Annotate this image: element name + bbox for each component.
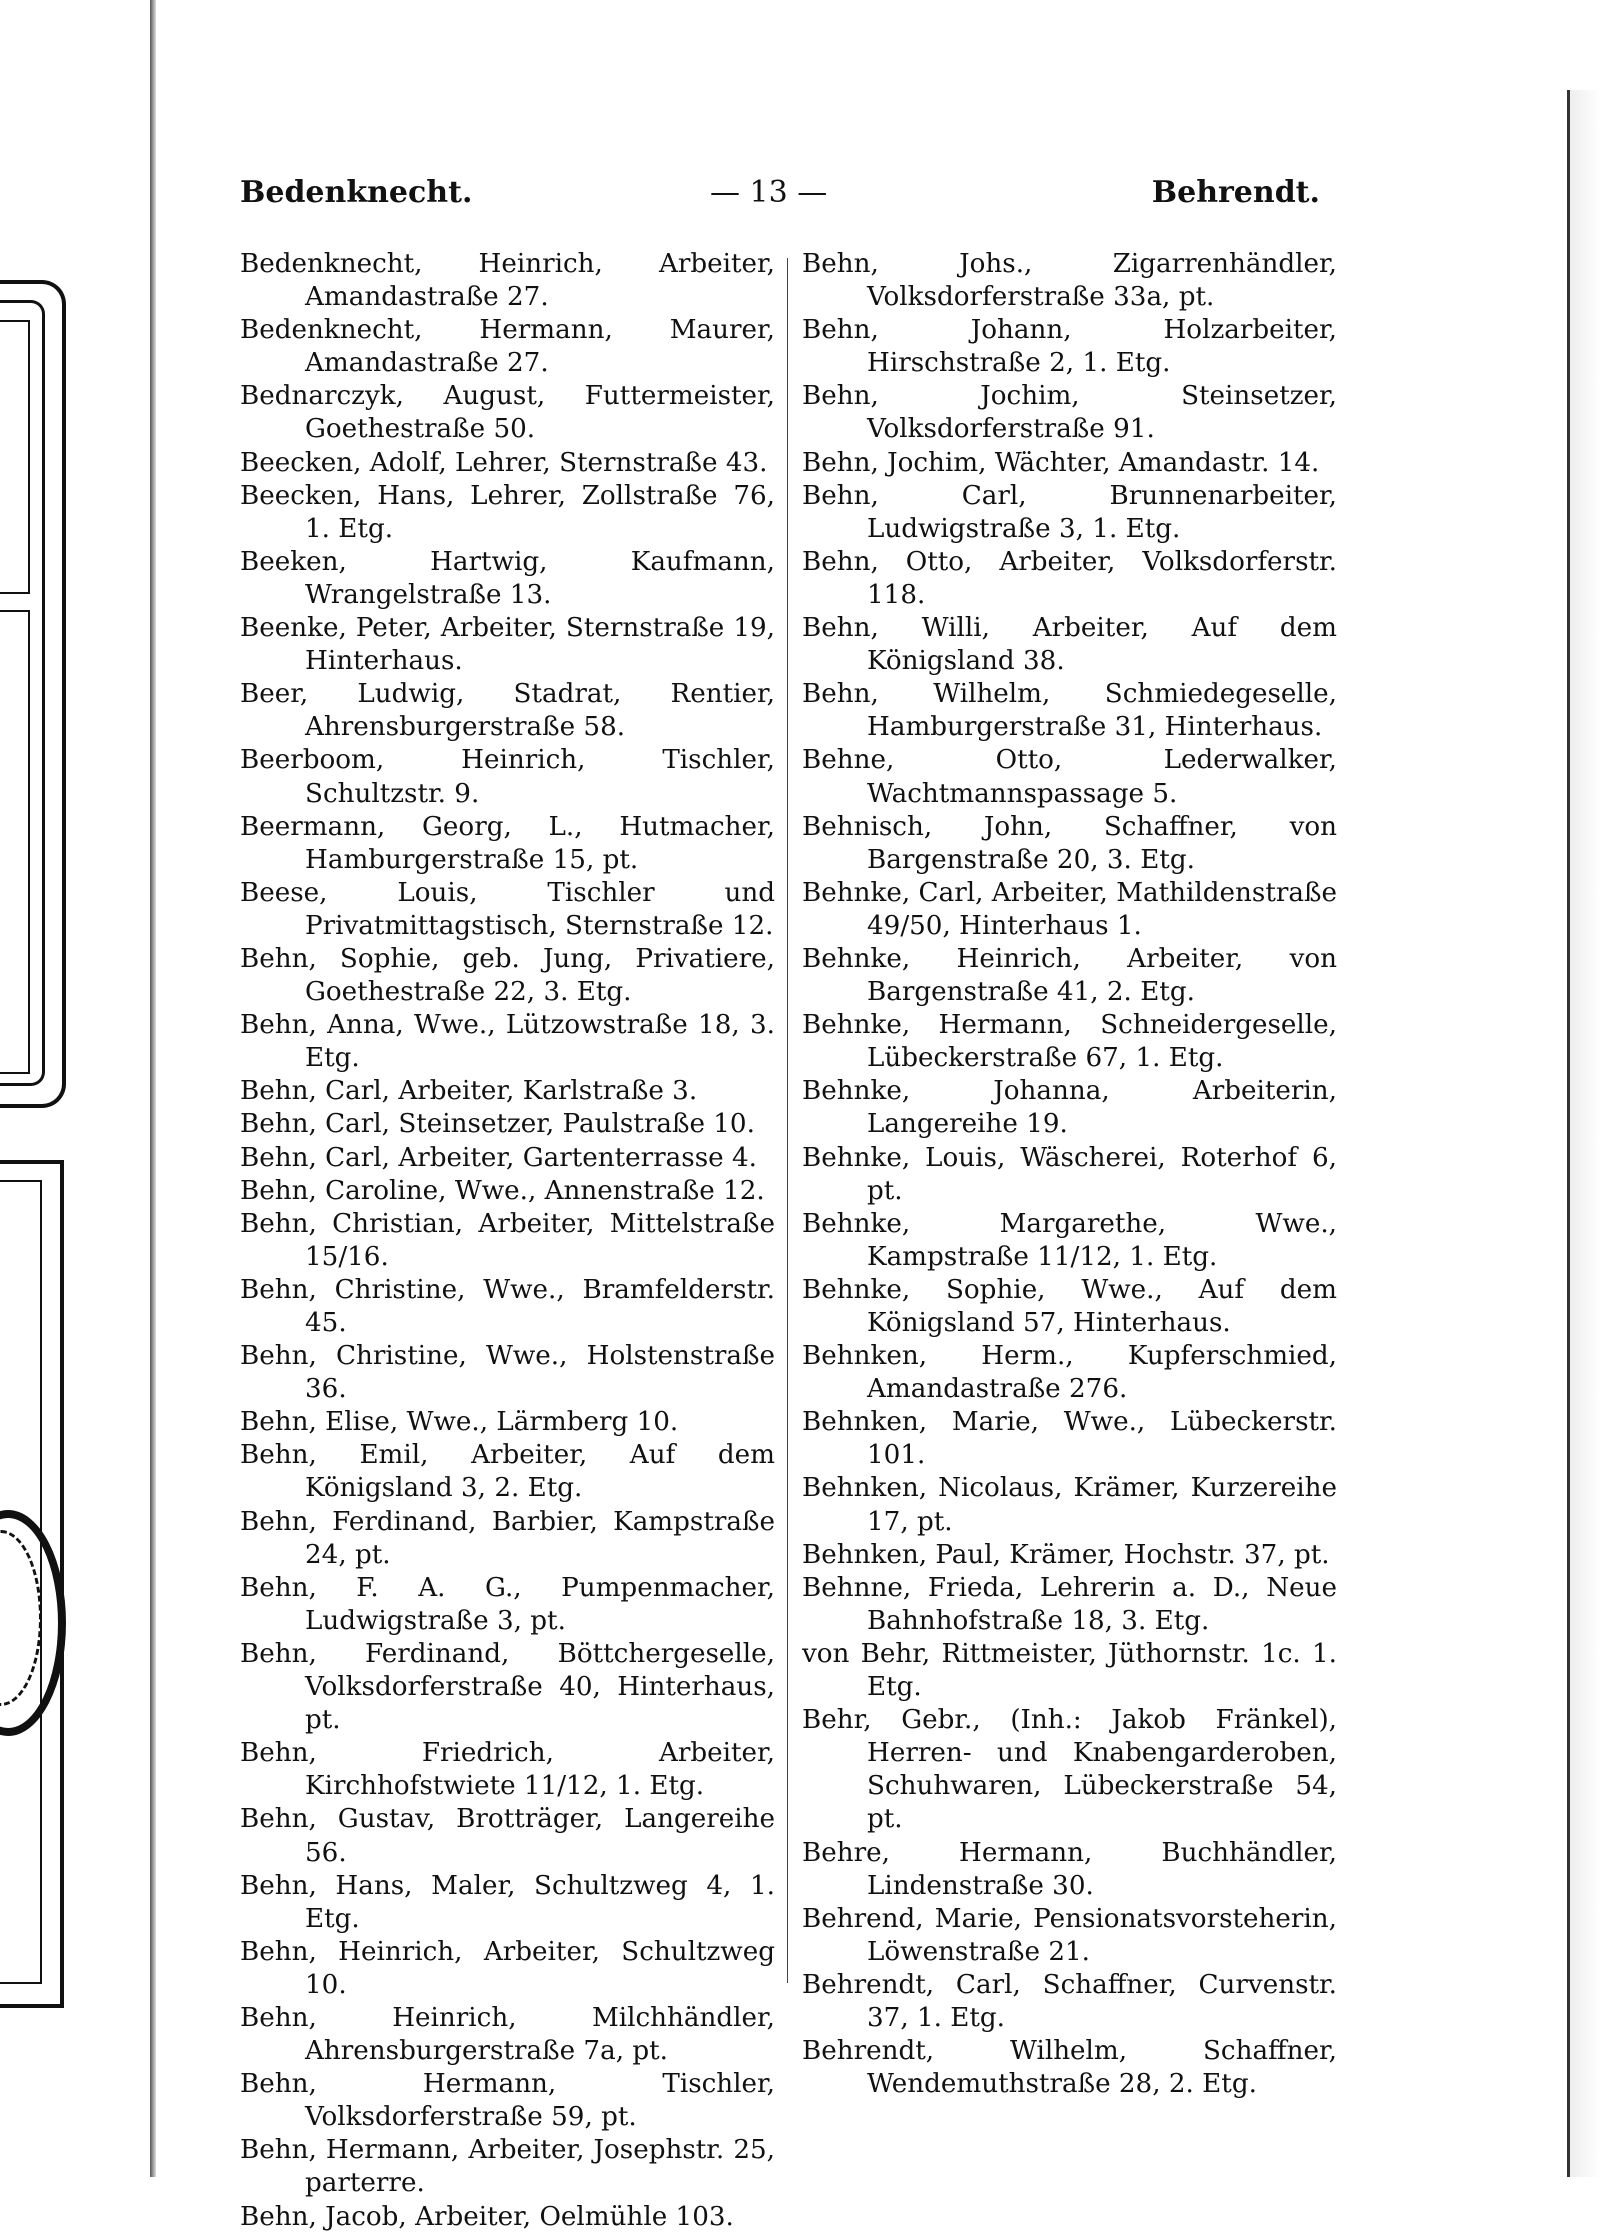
directory-entry: von Behr, Rittmeister, Jüthornstr. 1c. 1. Etg. <box>802 1638 1337 1703</box>
directory-entry: Behrend, Marie, Pensionatsvorsteherin, Löwenstraße 21. <box>802 1903 1337 1967</box>
directory-entry: Behrendt, Carl, Schaffner, Curvenstr. 37, 1. Etg. <box>802 1969 1337 2033</box>
directory-entry: Behn, Friedrich, Arbeiter, Kirchhofstwiete 11/12, 1. Etg. <box>240 1738 775 1802</box>
directory-entry: Behn, Hermann, Arbeiter, Josephstr. 25, parterre. <box>240 2135 775 2199</box>
directory-entry: Behn, F. A. G., Pumpenmacher, Ludwigstraße 3, pt. <box>240 1572 775 1636</box>
directory-entry: Behn, Christine, Wwe., Holstenstraße 36. <box>240 1341 775 1405</box>
facing-page-box <box>0 320 30 594</box>
left-column <box>240 248 775 2234</box>
directory-entry: Behn, Sophie, geb. Jung, Privatiere, Goethestraße 22, 3. Etg. <box>240 943 775 1008</box>
directory-entry: Behnke, Hermann, Schneidergeselle, Lübeckerstraße 67, 1. Etg. <box>802 1010 1337 1074</box>
directory-entry: Behn, Willi, Arbeiter, Auf dem Königsland 38. <box>802 613 1337 677</box>
right-column <box>802 248 1337 2101</box>
directory-entry: Behn, Caroline, Wwe., Annenstraße 12. <box>240 1175 765 1206</box>
directory-entry: Beecken, Hans, Lehrer, Zollstraße 76, 1. Etg. <box>240 480 775 544</box>
directory-entry: Behn, Hermann, Tischler, Volksdorferstraße 59, pt. <box>240 2069 775 2133</box>
facing-page <box>0 0 155 2177</box>
directory-entry: Behnken, Marie, Wwe., Lübeckerstr. 101. <box>802 1407 1337 1471</box>
directory-entry: Bedenknecht, Heinrich, Arbeiter, Amandastraße 27. <box>240 249 775 313</box>
directory-entry: Behr, Gebr., (Inh.: Jakob Fränkel), Herren- und Knabengarderoben, Schuhwaren, Lübeckerstraße 54, pt. <box>802 1705 1337 1835</box>
directory-entry: Behn, Christine, Wwe., Bramfelderstr. 45. <box>240 1274 775 1338</box>
directory-entry: Behnke, Louis, Wäscherei, Roterhof 6, pt. <box>802 1142 1337 1206</box>
directory-entry: Behn, Carl, Arbeiter, Gartenterrasse 4. <box>240 1142 757 1173</box>
directory-entry: Behn, Emil, Arbeiter, Auf dem Königsland 3, 2. Etg. <box>240 1440 775 1504</box>
directory-entry: Behn, Elise, Wwe., Lärmberg 10. <box>240 1407 679 1438</box>
directory-entry: Behn, Heinrich, Milchhändler, Ahrensburgerstraße 7a, pt. <box>240 2002 775 2067</box>
directory-entry: Behn, Wilhelm, Schmiedegeselle, Hamburgerstraße 31, Hinterhaus. <box>802 679 1337 743</box>
directory-entry: Behnken, Herm., Kupferschmied, Amandastraße 276. <box>802 1341 1337 1405</box>
header-first-entry: Bedenknecht. <box>240 175 473 210</box>
running-header <box>240 175 1320 225</box>
directory-entry: Behnke, Sophie, Wwe., Auf dem Königsland 57, Hinterhaus. <box>802 1274 1337 1338</box>
directory-entry: Behrendt, Wilhelm, Schaffner, Wendemuthstraße 28, 2. Etg. <box>802 2036 1337 2100</box>
directory-entry: Behn, Jochim, Wächter, Amandastr. 14. <box>802 447 1320 478</box>
directory-entry: Behn, Carl, Brunnenarbeiter, Ludwigstraße 3, 1. Etg. <box>802 480 1337 544</box>
directory-entry: Behnne, Frieda, Lehrerin a. D., Neue Bahnhofstraße 18, 3. Etg. <box>802 1572 1337 1636</box>
directory-entry: Behnken, Paul, Krämer, Hochstr. 37, pt. <box>802 1539 1330 1570</box>
directory-entry: Beenke, Peter, Arbeiter, Sternstraße 19, Hinterhaus. <box>240 613 775 677</box>
directory-entry: Behn, Gustav, Brotträger, Langereihe 56. <box>240 1804 775 1868</box>
directory-entry: Behnke, Heinrich, Arbeiter, von Bargenstraße 41, 2. Etg. <box>802 943 1337 1008</box>
directory-entry: Behnke, Johanna, Arbeiterin, Langereihe 19. <box>802 1076 1337 1140</box>
page-number: — 13 — <box>710 175 828 210</box>
directory-entry: Beermann, Georg, L., Hutmacher, Hamburgerstraße 15, pt. <box>240 811 775 875</box>
directory-entry: Bednarczyk, August, Futtermeister, Goethestraße 50. <box>240 381 775 445</box>
directory-entry: Behn, Heinrich, Arbeiter, Schultzweg 10. <box>240 1936 775 2000</box>
directory-entry: Behne, Otto, Lederwalker, Wachtmannspassage 5. <box>802 745 1337 809</box>
directory-entry: Beecken, Adolf, Lehrer, Sternstraße 43. <box>240 447 768 478</box>
directory-entry: Behn, Johs., Zigarrenhändler, Volksdorferstraße 33a, pt. <box>802 249 1337 313</box>
facing-page-box <box>0 610 30 1074</box>
column-divider <box>787 258 788 1983</box>
directory-entry: Behn, Anna, Wwe., Lützowstraße 18, 3. Etg. <box>240 1010 775 1074</box>
header-last-entry: Behrendt. <box>1151 175 1320 210</box>
directory-entry: Behn, Ferdinand, Böttchergeselle, Volksdorferstraße 40, Hinterhaus, pt. <box>240 1638 775 1736</box>
directory-entry: Behnisch, John, Schaffner, von Bargenstraße 20, 3. Etg. <box>802 811 1337 875</box>
directory-entry: Behn, Jacob, Arbeiter, Oelmühle 103. <box>240 2201 734 2232</box>
directory-entry: Behn, Carl, Arbeiter, Karlstraße 3. <box>240 1076 698 1107</box>
directory-entry: Beer, Ludwig, Stadrat, Rentier, Ahrensburgerstraße 58. <box>240 679 775 743</box>
directory-entry: Beeken, Hartwig, Kaufmann, Wrangelstraße 13. <box>240 546 775 610</box>
page-edge <box>1567 90 1600 2177</box>
directory-entry: Behnke, Margarethe, Wwe., Kampstraße 11/12, 1. Etg. <box>802 1208 1337 1272</box>
directory-entry: Behn, Hans, Maler, Schultzweg 4, 1. Etg. <box>240 1870 775 1934</box>
directory-entry: Behnken, Nicolaus, Krämer, Kurzereihe 17, pt. <box>802 1473 1337 1537</box>
directory-entry: Behn, Ferdinand, Barbier, Kampstraße 24, pt. <box>240 1506 775 1570</box>
directory-entry: Behn, Jochim, Steinsetzer, Volksdorferstraße 91. <box>802 381 1337 445</box>
directory-entry: Behre, Hermann, Buchhändler, Lindenstraße 30. <box>802 1837 1337 1901</box>
directory-entry: Behn, Johann, Holzarbeiter, Hirschstraße 2, 1. Etg. <box>802 315 1337 379</box>
directory-entry: Bedenknecht, Hermann, Maurer, Amandastraße 27. <box>240 315 775 379</box>
directory-entry: Behn, Carl, Steinsetzer, Paulstraße 10. <box>240 1109 755 1140</box>
directory-entry: Behn, Otto, Arbeiter, Volksdorferstr. 118. <box>802 546 1337 610</box>
directory-entry: Beerboom, Heinrich, Tischler, Schultzstr. 9. <box>240 745 775 809</box>
directory-entry: Behn, Christian, Arbeiter, Mittelstraße 15/16. <box>240 1208 775 1272</box>
directory-entry: Beese, Louis, Tischler und Privatmittagstisch, Sternstraße 12. <box>240 877 775 941</box>
directory-entry: Behnke, Carl, Arbeiter, Mathildenstraße 49/50, Hinterhaus 1. <box>802 877 1337 941</box>
